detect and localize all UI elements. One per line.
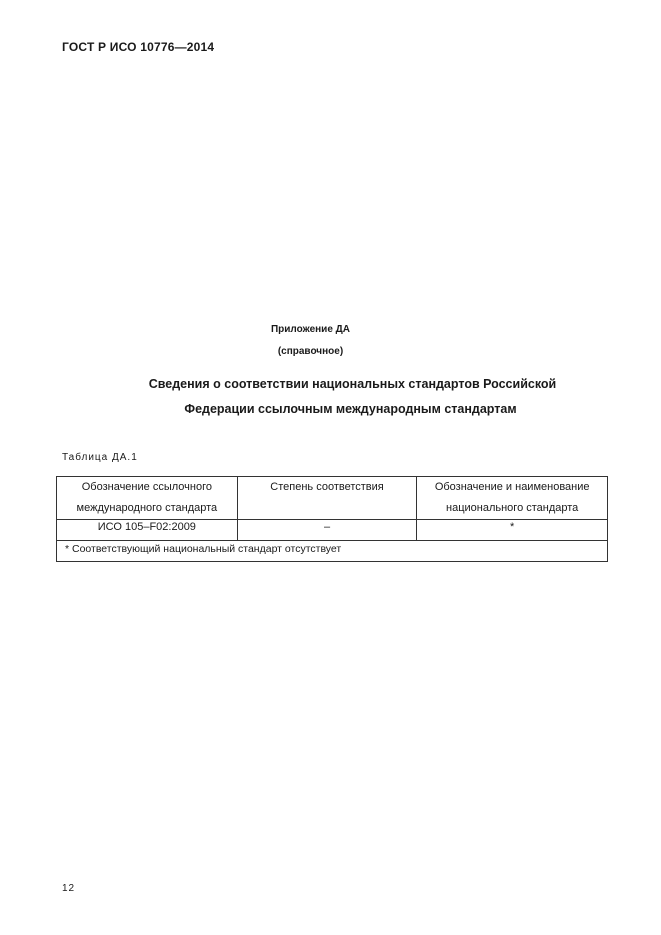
annex-heading-line1: Сведения о соответствии национальных стандартов Российской (148, 377, 557, 391)
table-caption: Таблица ДА.1 (62, 452, 138, 463)
document-code: ГОСТ Р ИСО 10776—2014 (62, 40, 215, 54)
table-footnote-row (57, 541, 608, 562)
correspondence-table (56, 476, 608, 562)
column-header-line: Обозначение ссылочного (81, 481, 212, 493)
column-header-degree (237, 477, 417, 520)
column-header-line: международного стандарта (76, 502, 218, 514)
column-header-line: Степень соответствия (270, 481, 384, 493)
column-header-designation (57, 477, 238, 520)
cell-national: * (417, 520, 608, 541)
cell-designation: ИСО 105–F02:2009 (57, 520, 238, 541)
annex-title: Приложение ДА (270, 324, 351, 335)
column-header-line: национального стандарта (446, 502, 579, 514)
annex-status: (справочное) (277, 346, 344, 357)
column-header-line: Обозначение и наименование (434, 481, 590, 493)
table-row (57, 520, 608, 541)
page-number: 12 (62, 883, 76, 894)
column-header-national (417, 477, 608, 520)
table-footnote: * Соответствующий национальный стандарт отсутствует (57, 541, 608, 562)
cell-degree: – (237, 520, 417, 541)
table-header-row (57, 477, 608, 520)
annex-heading-line2: Федерации ссылочным международным стандартам (184, 402, 517, 416)
